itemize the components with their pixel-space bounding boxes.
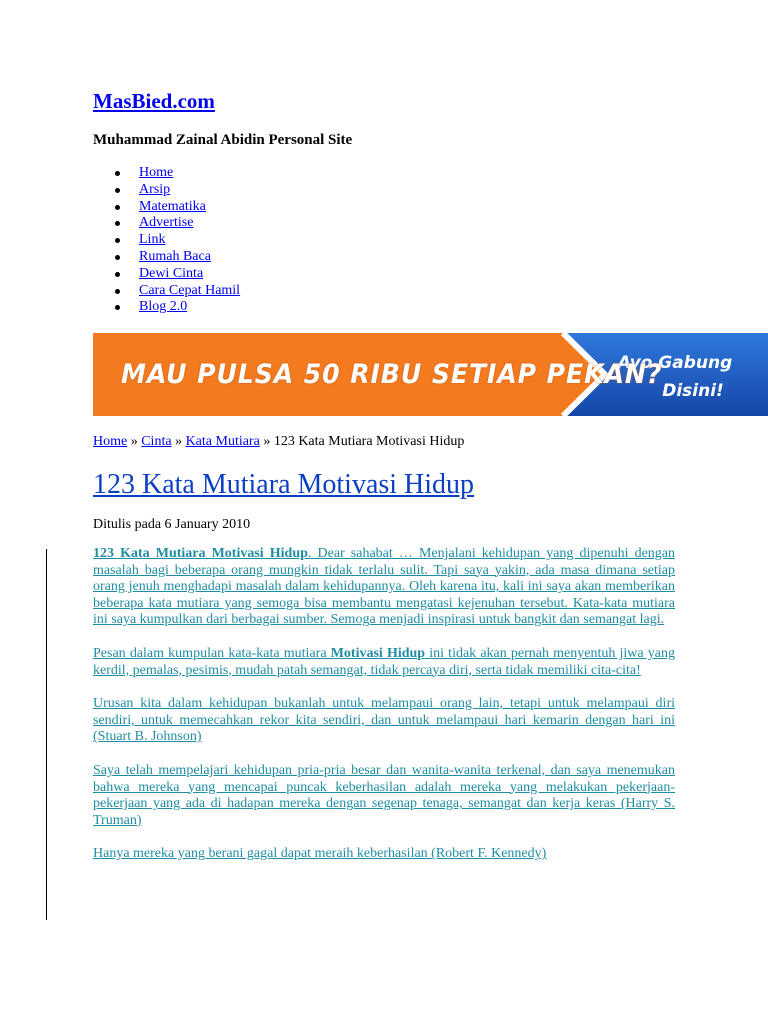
nav-item-home: [93, 165, 240, 182]
nav-item-link: [93, 232, 240, 249]
bullet-icon: [115, 205, 120, 210]
nav-link-link[interactable]: Link: [139, 232, 166, 248]
post-date: Ditulis pada 6 January 2010: [93, 517, 251, 532]
nav-item-rumah-baca: [93, 249, 240, 266]
bullet-icon: [115, 238, 120, 243]
bullet-icon: [115, 289, 120, 294]
breadcrumb-separator: »: [263, 434, 271, 449]
nav-link-blog[interactable]: Blog 2.0: [139, 299, 188, 315]
nav-link-rumah-baca[interactable]: Rumah Baca: [139, 248, 211, 264]
nav-link-arsip[interactable]: Arsip: [139, 181, 171, 197]
nav-link-advertise[interactable]: Advertise: [139, 215, 194, 231]
bullet-icon: [115, 221, 120, 226]
breadcrumb-separator: »: [175, 434, 183, 449]
post-title-link[interactable]: 123 Kata Mutiara Motivasi Hidup: [93, 469, 475, 500]
bullet-icon: [115, 188, 120, 193]
keyword-bold: 123 Kata Mutiara Motivasi Hidup: [93, 546, 308, 561]
breadcrumb-kata-mutiara[interactable]: Kata Mutiara: [185, 434, 260, 449]
promo-banner[interactable]: [93, 333, 768, 416]
nav-item-advertise: [93, 215, 240, 232]
bullet-icon: [115, 272, 120, 277]
post-title: [93, 467, 474, 503]
breadcrumb-cinta[interactable]: Cinta: [141, 434, 172, 449]
site-title: [93, 88, 215, 114]
content-paragraph[interactable]: [93, 546, 675, 629]
bullet-icon: [115, 171, 120, 176]
nav-link-home[interactable]: Home: [139, 165, 174, 180]
nav-link-dewi-cinta[interactable]: Dewi Cinta: [139, 265, 204, 281]
content-paragraph[interactable]: Saya telah mempelajari kehidupan pria-pria besar dan wanita-wanita terkenal, dan saya menemukan bahwa mereka yang mencapai puncak keberhasilan adalah mereka yang melakukan pekerjaan-pekerjaan yang ada di hadapan mereka dengan segenap tenaga, semangat dan kerja keras (Harry S. Truman): [93, 762, 675, 828]
banner-cta-line1: Ayo Gabung: [617, 353, 733, 373]
content-paragraph[interactable]: [93, 646, 675, 679]
nav-item-matematika: [93, 199, 240, 216]
site-tagline: Muhammad Zainal Abidin Personal Site: [93, 132, 353, 148]
breadcrumb-home[interactable]: Home: [93, 434, 128, 449]
keyword-bold: Motivasi Hidup: [330, 645, 426, 661]
content-left-rule: [46, 549, 47, 920]
nav-item-blog: [93, 299, 240, 316]
bullet-icon: [115, 255, 120, 260]
banner-cta-line2: Disini!: [662, 381, 724, 401]
banner-headline: MAU PULSA 50 RIBU SETIAP PEKAN?: [121, 359, 663, 390]
post-content: [93, 546, 675, 880]
site-title-link[interactable]: MasBied.com: [93, 89, 215, 113]
nav-item-dewi-cinta: [93, 266, 240, 283]
breadcrumb-current: 123 Kata Mutiara Motivasi Hidup: [273, 434, 465, 449]
nav-item-arsip: [93, 182, 240, 199]
bullet-icon: [115, 305, 120, 310]
content-paragraph[interactable]: Urusan kita dalam kehidupan bukanlah untuk melampaui orang lain, tetapi untuk melampaui diri sendiri, untuk memecahkan rekor kita sendiri, dan untuk melampaui hari kemarin dengan hari ini (Stuart B. Johnson): [93, 696, 675, 745]
breadcrumb-separator: »: [130, 434, 138, 449]
paragraph-text: Pesan dalam kumpulan kata-kata mutiara: [93, 645, 331, 661]
nav-link-matematika[interactable]: Matematika: [139, 198, 206, 214]
content-paragraph[interactable]: Hanya mereka yang berani gagal dapat meraih keberhasilan (Robert F. Kennedy): [93, 846, 547, 862]
nav-item-cara-cepat-hamil: [93, 283, 240, 300]
main-nav: [93, 165, 240, 316]
nav-link-cara-cepat-hamil[interactable]: Cara Cepat Hamil: [139, 282, 241, 298]
breadcrumb: [93, 433, 464, 451]
paragraph-text: . Dear sahabat … Menjalani kehidupan yang dipenuhi dengan masalah bagi beberapa orang mungkin tidak terlalu sulit. Tapi saya yakin, ada masa dimana setiap orang jenuh menghadapi masalah dalam kehidupannya. Oleh karena itu, kali ini saya akan memberikan beberapa kata mutiara yang semoga bisa membantu mengatasi kejenuhan tersebut. Kata-kata mutiara ini saya kumpulkan dari berbagai sumber. Semoga menjadi inspirasi untuk bangkit dan semangat lagi.: [93, 546, 676, 628]
paragraph-text: ini tidak akan pernah menyentuh jiwa yang kerdil, pemalas, pesimis, mudah patah semangat, tidak percaya diri, serta tidak memiliki cita-cita!: [93, 645, 675, 678]
